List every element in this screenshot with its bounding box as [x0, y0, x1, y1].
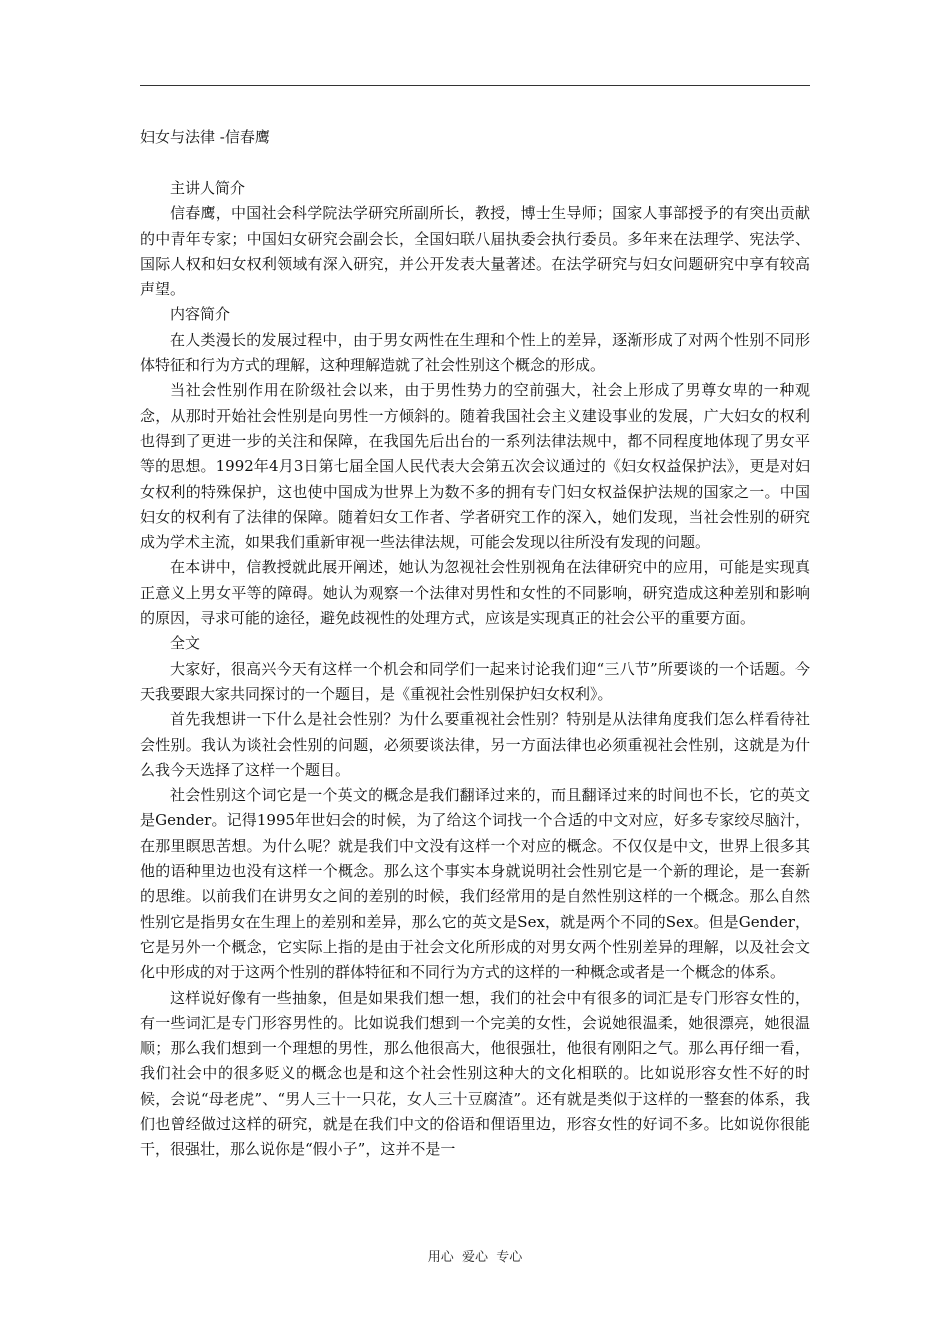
section-heading-speaker-intro: 主讲人简介: [170, 179, 246, 197]
paragraph: 这样说好像有一些抽象，但是如果我们想一想，我们的社会中有很多的词汇是专门形容女性的，有一些词汇是专门形容男性的。比如说我们想到一个完美的女性，会说她很温柔，她很漂亮，她很温顺；那么我们想到一个理想的男性，那么他很高大，他很强壮，他很有刚阳之气。那么再仔细一看，我们社会中的很多贬义的概念也是和这个社会性别这种大的文化相联的。比如说形容女性不好的时候，会说“母老虎”、“男人三十一只花，女人三十豆腐渣”。还有就是类似于这样的一整套的体系，我们也曾经做过这样的研究，就是在我们中文的俗语和俚语里边，形容女性的好词不多。比如说你很能干，很强壮，那么说你是“假小子”，这并不是一: [140, 988, 810, 1159]
paragraph: 在人类漫长的发展过程中，由于男女两性在生理和个性上的差异，逐渐形成了对两个性别不同形体特征和行为方式的理解，这种理解造就了社会性别这个概念的形成。: [140, 330, 810, 375]
document-body: [140, 176, 810, 1163]
paragraph: 社会性别这个词它是一个英文的概念是我们翻译过来的，而且翻译过来的时间也不长，它的英文是Gender。记得1995年世妇会的时候，为了给这个词找一个合适的中文对应，好多专家绞尽脑汁，在那里瞑思苦想。为什么呢？就是我们中文没有这样一个对应的概念。不仅仅是中文，世界上很多其他的语种里边也没有这样一个概念。那么这个事实本身就说明社会性别它是一个新的理论，是一套新的思维。以前我们在讲男女之间的差别的时候，我们经常用的是自然性别这样的一个概念。那么自然性别它是指男女在生理上的差别和差异，那么它的英文是Sex，就是两个不同的Sex。但是Gender，它是另外一个概念，它实际上指的是由于社会文化所形成的对男女两个性别差异的理解，以及社会文化中形成的对于这两个性别的群体特征和不同行为方式的这样的一种概念或者是一个概念的体系。: [140, 786, 810, 982]
paragraph-speaker-bio: 信春鹰，中国社会科学院法学研究所副所长，教授，博士生导师；国家人事部授予的有突出贡献的中青年专家；中国妇女研究会副会长，全国妇联八届执委会执行委员。多年来在法理学、宪法学、国际人权和妇女权利领域有深入研究，并公开发表大量著述。在法学研究与妇女问题研究中享有较高声望。: [140, 204, 810, 299]
document-title: 妇女与法律 -信春鹰: [140, 128, 270, 146]
section-heading-content-intro: 内容简介: [170, 305, 231, 324]
header-rule: [140, 85, 810, 86]
paragraph: 首先我想讲一下什么是社会性别？为什么要重视社会性别？特别是从法律角度我们怎么样看待社会性别。我认为谈社会性别的问题，必须要谈法律，另一方面法律也必须重视社会性别，这就是为什么我今天选择了这样一个题目。: [140, 710, 810, 779]
page-footer: 用心 爱心 专心: [427, 1250, 523, 1265]
paragraph: 在本讲中，信教授就此展开阐述，她认为忽视社会性别视角在法律研究中的应用，可能是实现真正意义上男女平等的障碍。她认为观察一个法律对男性和女性的不同影响，研究造成这种差别和影响的原因，寻求可能的途径，避免歧视性的处理方式，应该是实现真正的社会公平的重要方面。: [140, 558, 810, 628]
paragraph: 当社会性别作用在阶级社会以来，由于男性势力的空前强大，社会上形成了男尊女卑的一种观念，从那时开始社会性别是向男性一方倾斜的。随着我国社会主义建设事业的发展，广大妇女的权利也得到了更进一步的关注和保障，在我国先后出台的一系列法律法规中，都不同程度地体现了男女平等的思想。1992年4月3日第七届全国人民代表大会第五次会议通过的《妇女权益保护法》，更是对妇女权利的特殊保护，这也使中国成为世界上为数不多的拥有专门妇女权益保护法规的国家之一。中国妇女的权利有了法律的保障。随着妇女工作者、学者研究工作的深入，她们发现，当社会性别的研究成为学术主流，如果我们重新审视一些法律法规，可能会发现以往所没有发现的问题。: [140, 381, 810, 552]
section-heading-full-text: 全文: [170, 634, 201, 653]
paragraph: 大家好，很高兴今天有这样一个机会和同学们一起来讨论我们迎“三八节”所要谈的一个话题。今天我要跟大家共同探讨的一个题目，是《重视社会性别保护妇女权利》。: [140, 659, 810, 703]
